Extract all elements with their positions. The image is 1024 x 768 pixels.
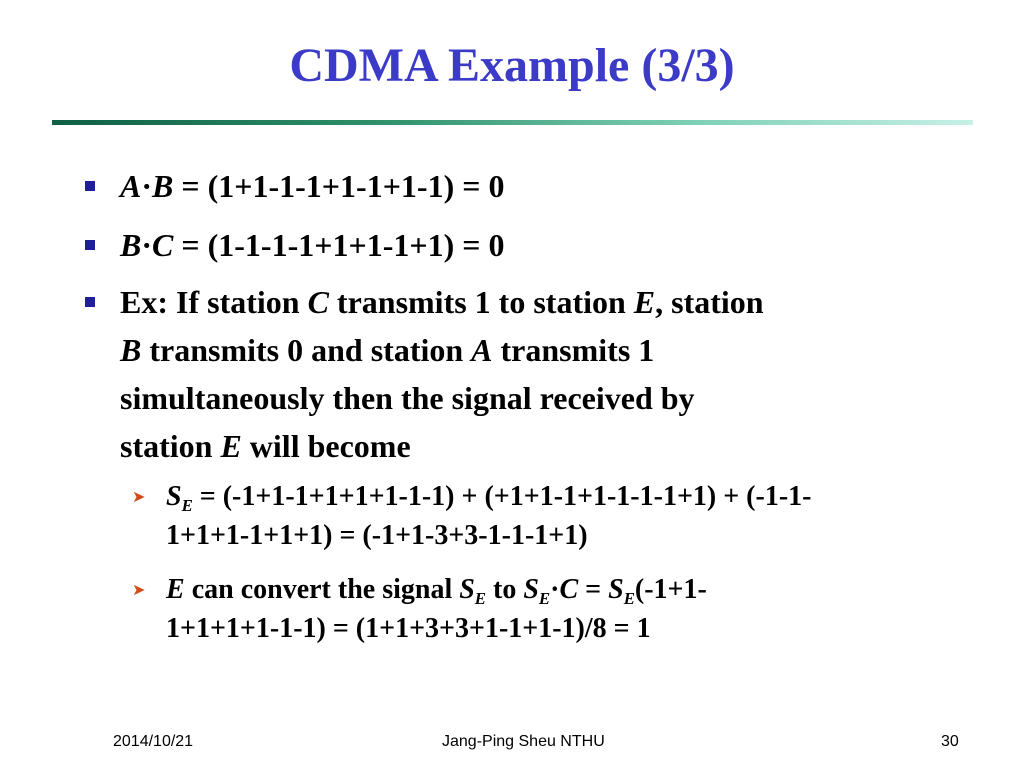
sub-bullet-convert-line2: 1+1+1+1-1-1) = (1+1+3+3+1-1+1-1)/8 = 1 (166, 613, 651, 644)
bullet-item-example-line4: station E will become (120, 428, 411, 464)
bullet-item-example-line1: Ex: If station C transmits 1 to station E, station (120, 284, 764, 320)
bullet-item-bc: B·C = (1-1-1-1+1+1-1+1) = 0 (120, 227, 505, 263)
sub-bullet-se-line2: 1+1+1-1+1+1) = (-1+1-3+3-1-1-1+1) (166, 520, 588, 551)
footer-page-number: 30 (941, 733, 959, 750)
footer-date: 2014/10/21 (113, 733, 194, 750)
square-bullet-icon (85, 240, 95, 250)
arrowhead-bullet-icon: ➤ (132, 487, 146, 506)
sub-bullet-convert-line1: E can convert the signal $S_E$ to $S_E\cdot C = S_E(-1+1-$ (166, 574, 707, 608)
bullet-item-ab: A·B = (1+1-1-1+1-1+1-1) = 0 (120, 168, 505, 204)
bullet-item-example-line2: B transmits 0 and station A transmits 1 (120, 332, 655, 368)
sub-bullet-se-line1: $S_E = (-1+1-1+1+1+1-1-1) + (+1+1-1+1-1-1-1+1) + (-1-1-$ (166, 481, 812, 515)
title-divider (52, 120, 973, 125)
arrowhead-bullet-icon: ➤ (132, 580, 146, 599)
bullet-item-example-line3: simultaneously then the signal received by (120, 380, 695, 416)
square-bullet-icon (85, 181, 95, 191)
footer-author: Jang-Ping Sheu NTHU (442, 733, 605, 750)
slide-title: CDMA Example (3/3) (289, 39, 735, 92)
square-bullet-icon (85, 297, 95, 307)
